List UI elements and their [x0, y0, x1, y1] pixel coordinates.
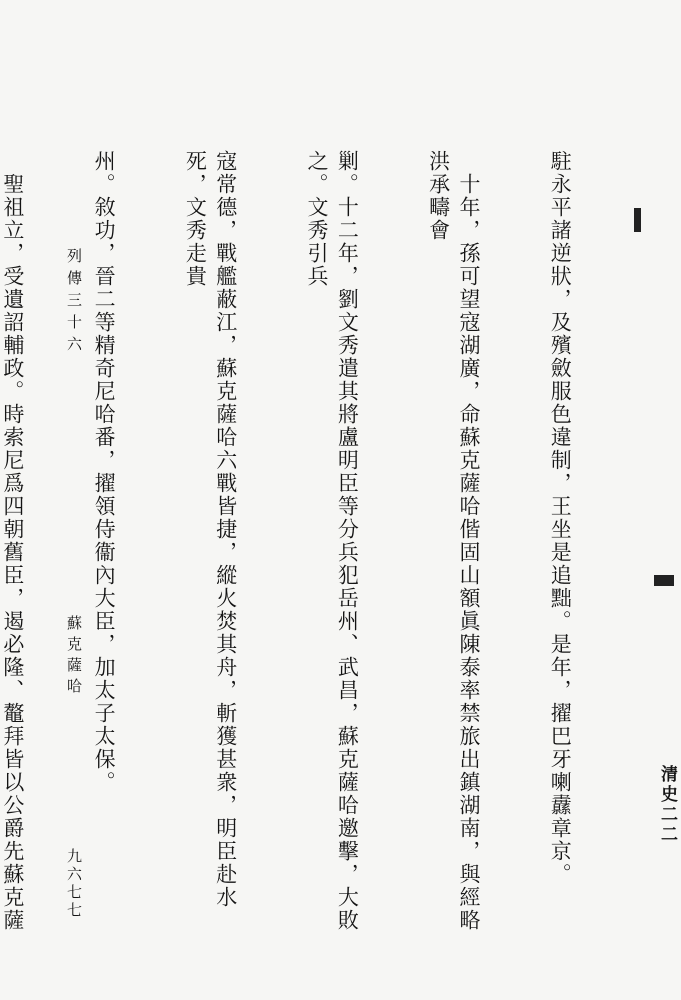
print-mark: [654, 575, 674, 586]
text-column: 十年，孫可望寇湖廣，命蘇克薩哈偕固山額眞陳泰率禁旅出鎮湖南，與經略洪承疇會: [426, 150, 481, 932]
running-header: 清史二二: [657, 765, 677, 845]
text-column: 聖祖立，受遺詔輔政。時索尼爲四朝舊臣，遏必隆、鼇拜皆以公爵先蘇克薩: [0, 173, 25, 932]
chapter-title: 列傳三十六: [65, 248, 83, 358]
text-column: 寇常德，戰艦蔽江，蘇克薩哈六戰皆捷，縱火焚其舟，斬獲甚衆，明臣赴水死，文秀走貴: [183, 150, 238, 909]
text-column: 州。敘功，晉二等精奇尼哈番，擢領侍衞內大臣，加太子太保。: [92, 150, 117, 794]
text-column: 駐永平諸逆狀，及殯斂服色違制，王坐是追黜。是年，擢巴牙喇纛章京。: [548, 150, 573, 886]
page-number: 九六七七: [65, 848, 83, 920]
text-column: 剿。十二年，劉文秀遣其將盧明臣等分兵犯岳州、武昌，蘇克薩哈邀擊，大敗之。文秀引兵: [304, 150, 360, 932]
biography-name: 蘇克薩哈: [65, 615, 83, 699]
